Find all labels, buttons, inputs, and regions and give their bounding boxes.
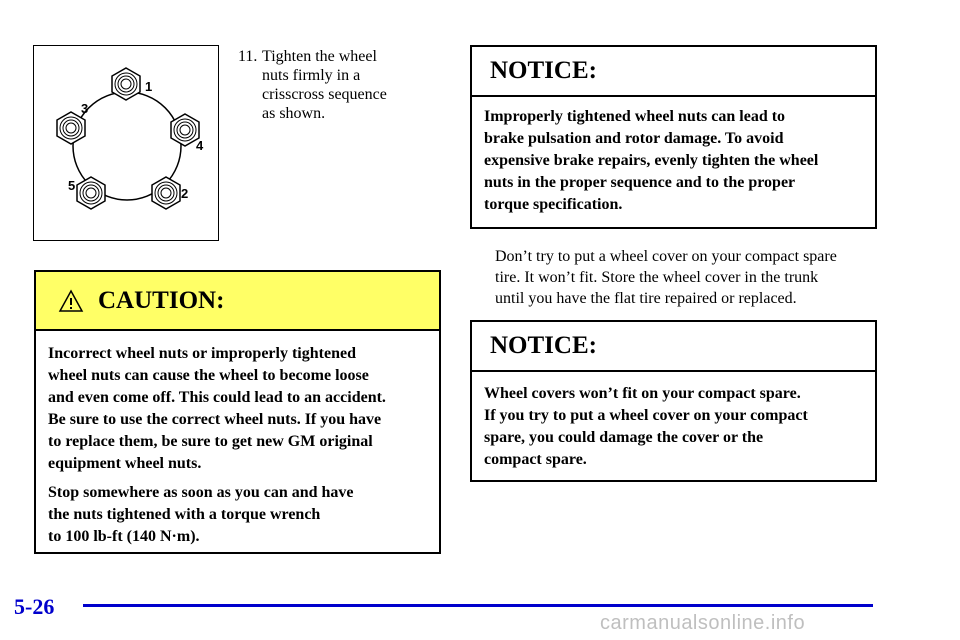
caution-body — [36, 331, 439, 548]
step-line-4: as shown. — [262, 105, 326, 122]
notice-box-brake — [470, 45, 877, 229]
caution-line: to replace them, be sure to get new GM original — [48, 433, 373, 450]
wheel-nut-sequence-figure — [33, 45, 219, 241]
step-number: 11. — [238, 48, 258, 65]
caution-title: CAUTION: — [98, 286, 225, 314]
notice-line: nuts in the proper sequence and to the proper — [484, 174, 796, 191]
caution-box — [34, 270, 441, 554]
footer-rule — [83, 604, 873, 607]
notice-body — [472, 372, 875, 471]
wheel-hub-diagram — [34, 46, 220, 242]
caution-line: equipment wheel nuts. — [48, 455, 202, 472]
notice-box-wheel-cover — [470, 320, 877, 482]
nut-label-3: 3 — [81, 101, 89, 116]
paragraph-line: until you have the flat tire repaired or replaced. — [495, 290, 797, 307]
caution-line: to 100 lb-ft (140 N·m). — [48, 528, 200, 545]
step-11-instruction — [238, 47, 438, 123]
caution-line: Be sure to use the correct wheel nuts. If you have — [48, 411, 382, 428]
caution-line: the nuts tightened with a torque wrench — [48, 506, 321, 523]
paragraph-line: tire. It won’t fit. Store the wheel cover in the trunk — [495, 269, 819, 286]
caution-paragraph-2 — [48, 482, 427, 548]
nut-label-2: 2 — [181, 186, 189, 201]
notice-header — [472, 47, 875, 97]
step-line-2: nuts firmly in a — [262, 67, 361, 84]
watermark: carmanualsonline.info — [600, 612, 806, 634]
caution-header — [36, 272, 439, 331]
wheel-nut-4 — [171, 114, 199, 146]
step-line-1: Tighten the wheel — [262, 48, 377, 65]
notice-line: Wheel covers won’t fit on your compact spare. — [484, 385, 801, 402]
caution-line: Stop somewhere as soon as you can and have — [48, 484, 354, 501]
notice-line: expensive brake repairs, evenly tighten the wheel — [484, 152, 819, 169]
nut-label-4: 4 — [196, 138, 204, 153]
step-line-3: crisscross sequence — [262, 86, 387, 103]
warning-triangle-icon — [58, 289, 84, 313]
notice-title: NOTICE: — [490, 332, 597, 359]
caution-line: wheel nuts can cause the wheel to become loose — [48, 367, 369, 384]
wheel-cover-paragraph — [495, 246, 885, 309]
notice-text — [484, 383, 863, 471]
nut-label-1: 1 — [145, 79, 153, 94]
notice-line: compact spare. — [484, 451, 587, 468]
page-number: 5-26 — [14, 594, 55, 619]
caution-line: and even come off. This could lead to an accident. — [48, 389, 386, 406]
paragraph-line: Don’t try to put a wheel cover on your compact spare — [495, 248, 837, 265]
wheel-nut-1 — [112, 68, 140, 100]
nut-label-5: 5 — [68, 178, 76, 193]
caution-paragraph-1 — [48, 343, 427, 475]
wheel-nut-3 — [57, 112, 85, 144]
notice-line: If you try to put a wheel cover on your compact — [484, 407, 808, 424]
notice-line: spare, you could damage the cover or the — [484, 429, 764, 446]
notice-line: brake pulsation and rotor damage. To avoid — [484, 130, 784, 147]
notice-body — [472, 97, 875, 216]
wheel-nut-5 — [77, 177, 105, 209]
notice-header — [472, 322, 875, 372]
notice-line: Improperly tightened wheel nuts can lead to — [484, 108, 786, 125]
notice-text — [484, 106, 863, 216]
caution-line: Incorrect wheel nuts or improperly tightened — [48, 345, 356, 362]
notice-line: torque specification. — [484, 196, 623, 213]
notice-title: NOTICE: — [490, 57, 597, 84]
wheel-nut-2 — [152, 177, 180, 209]
